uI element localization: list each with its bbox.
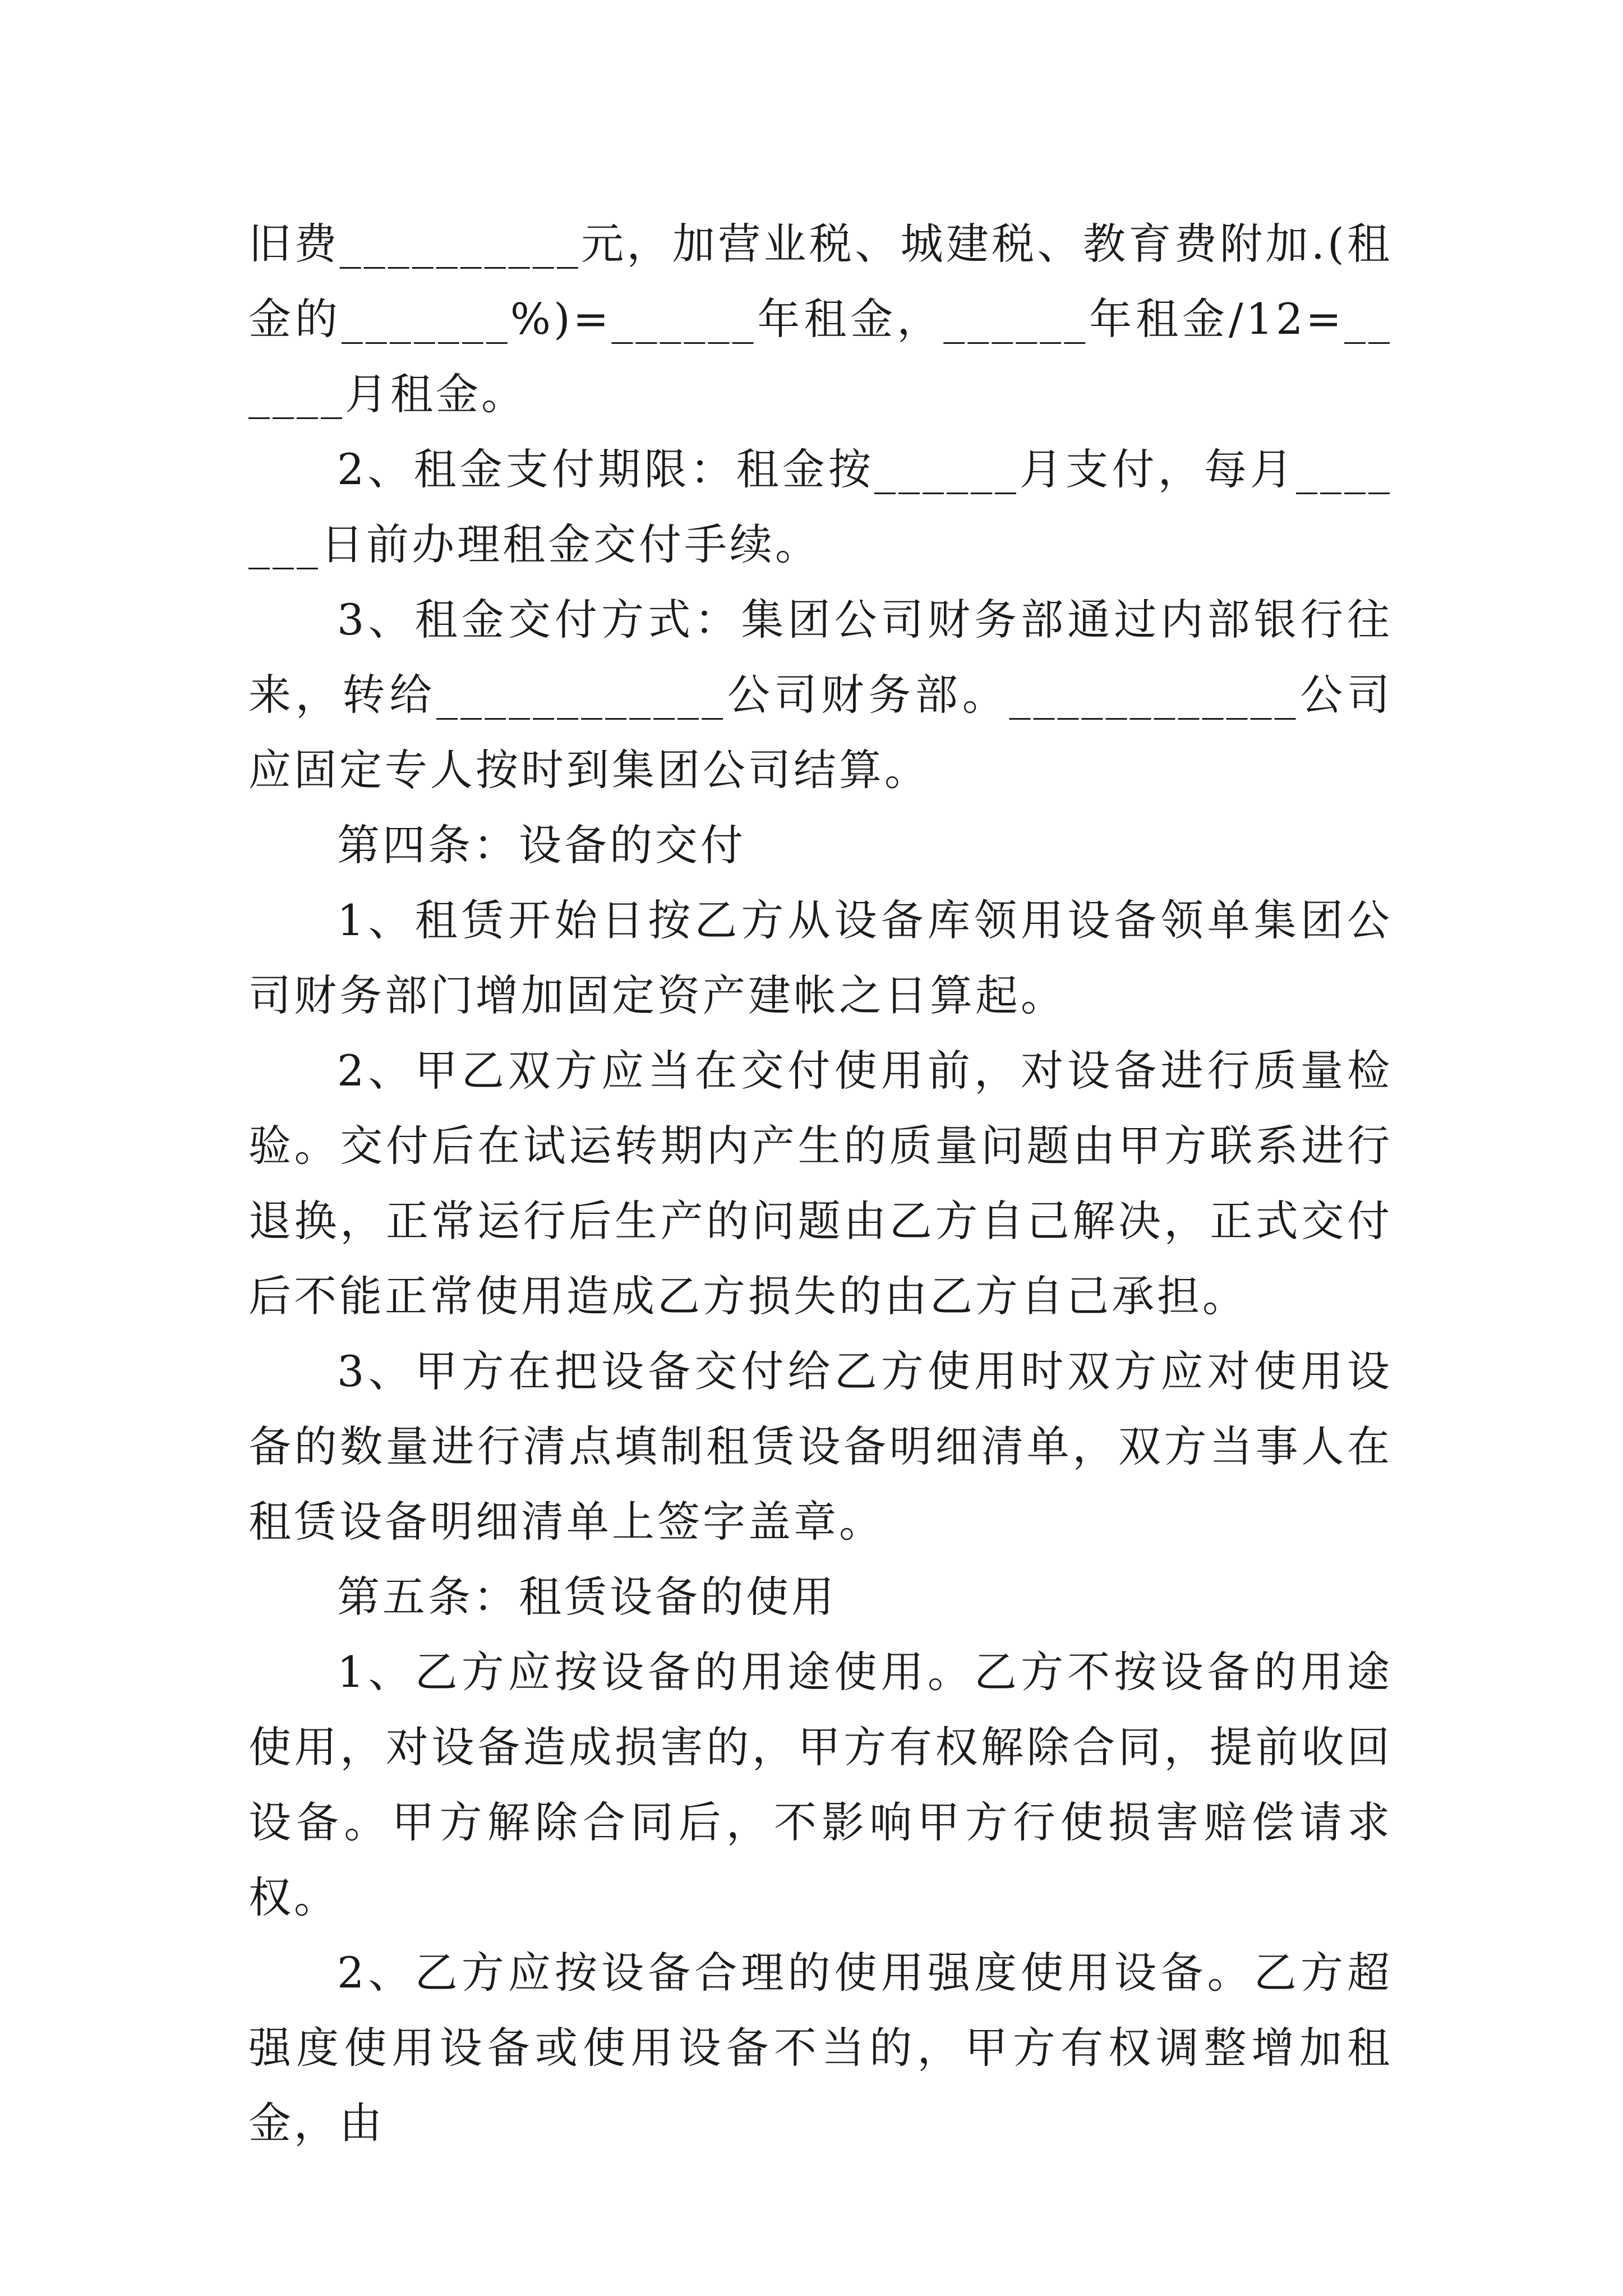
paragraph-usage-intensity: 2、乙方应按设备合理的使用强度使用设备。乙方超强度使用设备或使用设备不当的，甲方有权调整增加租金，由	[248, 1948, 1393, 2148]
section-heading-article-4: 第四条：设备的交付	[337, 820, 746, 870]
document-body	[248, 206, 1393, 2161]
paragraph-equipment-checklist: 3、甲方在把设备交付给乙方使用时双方应对使用设备的数量进行清点填制租赁设备明细清单，双方当事人在租赁设备明细清单上签字盖章。	[248, 1346, 1393, 1547]
paragraph-equipment-purpose: 1、乙方应按设备的用途使用。乙方不按设备的用途使用，对设备造成损害的，甲方有权解除合同，提前收回设备。甲方解除合同后，不影响甲方行使损害赔偿请求权。	[248, 1647, 1393, 1922]
paragraph-rent-payment-term: 2、租金支付期限：租金按______月支付，每月_______日前办理租金交付手续。	[248, 444, 1393, 569]
section-heading-article-5: 第五条：租赁设备的使用	[337, 1572, 837, 1622]
paragraph-lease-start: 1、租赁开始日按乙方从设备库领用设备领单集团公司财务部门增加固定资产建帐之日算起。	[248, 895, 1393, 1020]
paragraph-rent-payment-method: 3、租金交付方式：集团公司财务部通过内部银行往来，转给____________公司财务部。____________公司应固定专人按时到集团公司结算。	[248, 595, 1393, 795]
paragraph-quality-inspection: 2、甲乙双方应当在交付使用前，对设备进行质量检验。交付后在试运转期内产生的质量问题由甲方联系进行退换，正常运行后生产的问题由乙方自己解决，正式交付后不能正常使用造成乙方损失的由乙方自己承担。	[248, 1046, 1393, 1321]
paragraph-rent-calculation: 旧费__________元，加营业税、城建税、教育费附加.(租金的_______%)=______年租金，______年租金/12=______月租金。	[248, 219, 1393, 419]
